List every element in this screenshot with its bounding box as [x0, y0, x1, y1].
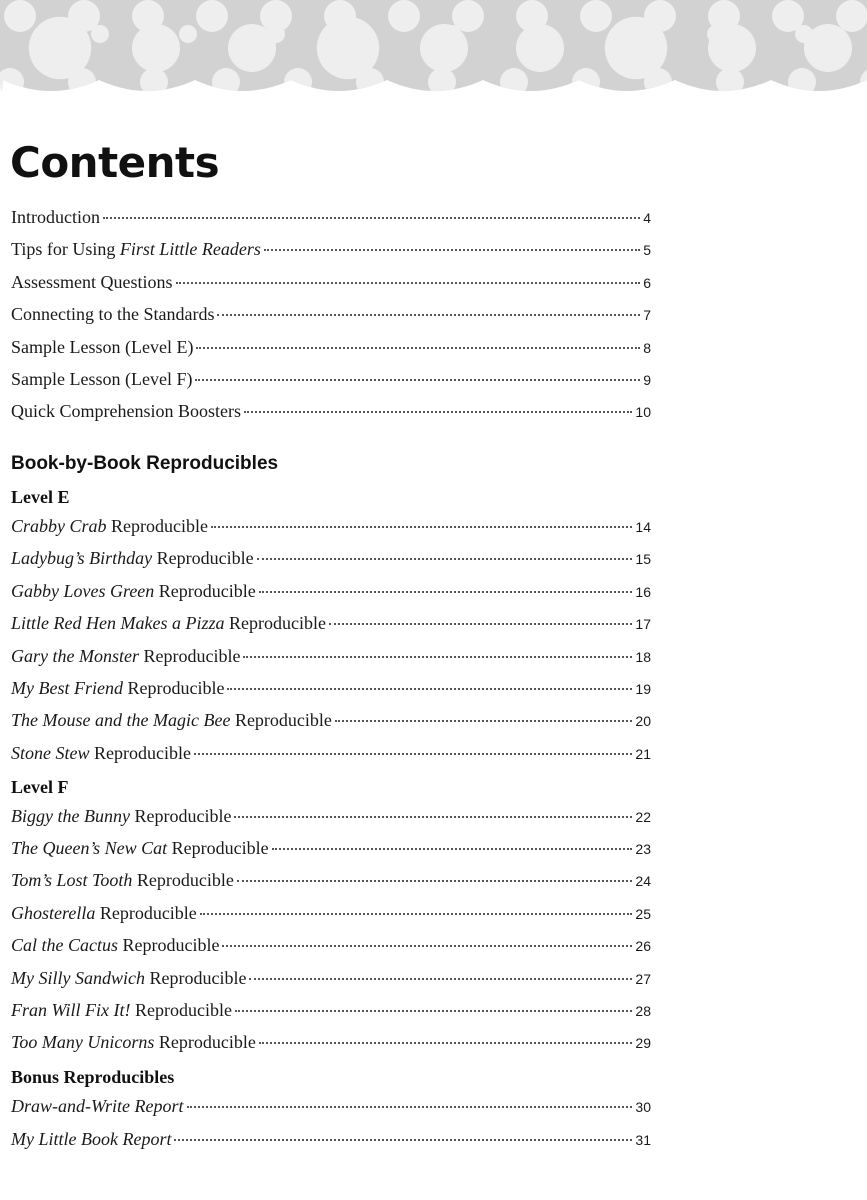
toc-page-number: 26 [635, 938, 651, 954]
banner-dot [443, 25, 461, 43]
dot-leader [234, 816, 632, 818]
dot-leader [195, 379, 640, 381]
dot-leader [243, 656, 632, 658]
book-title: Ghosterella [11, 903, 96, 923]
section-heading: Book-by-Book Reproducibles [11, 453, 279, 474]
toc-entry[interactable] [11, 743, 651, 764]
toc-entry[interactable] [11, 548, 651, 569]
banner-dot [355, 25, 373, 43]
book-title: Gabby Loves Green [11, 581, 155, 601]
toc-entry[interactable] [11, 304, 651, 325]
toc-page-number: 16 [635, 584, 651, 600]
toc-entry[interactable] [11, 1032, 651, 1053]
book-title: Stone Stew [11, 743, 90, 763]
banner-dot [531, 25, 549, 43]
toc-entry-label: Gabby Loves Green Reproducible [11, 581, 256, 601]
toc-entry-label: Ladybug’s Birthday Reproducible [11, 548, 254, 568]
toc-page-number: 23 [635, 841, 651, 857]
toc-entry[interactable] [11, 646, 651, 667]
toc-entry-label: Too Many Unicorns Reproducible [11, 1032, 256, 1052]
toc-entry-label: The Mouse and the Magic Bee Reproducible [11, 710, 332, 730]
toc-entry[interactable] [11, 337, 651, 358]
toc-entry-label: Stone Stew Reproducible [11, 743, 191, 763]
polka-dot-banner [0, 0, 867, 110]
toc-entry[interactable] [11, 870, 651, 891]
banner-dot [356, 68, 384, 96]
dot-leader [257, 558, 633, 560]
toc-page-number: 20 [635, 713, 651, 729]
toc-entry[interactable] [11, 806, 651, 827]
toc-page-number: 7 [643, 307, 651, 323]
level-e-heading: Level E [11, 487, 70, 507]
toc-entry-label: Sample Lesson (Level E) [11, 337, 194, 357]
toc-entry[interactable] [11, 903, 651, 924]
book-title: My Little Book Report [11, 1129, 172, 1149]
toc-entry[interactable] [11, 1129, 651, 1150]
dot-leader [200, 913, 633, 915]
dot-leader [335, 720, 633, 722]
toc-page-number: 18 [635, 649, 651, 665]
toc-page-number: 29 [635, 1035, 651, 1051]
book-title: Little Red Hen Makes a Pizza [11, 613, 225, 633]
book-title: Fran Will Fix It! [11, 1000, 131, 1020]
dot-leader [196, 347, 640, 349]
banner-dot [500, 68, 528, 96]
toc-entry-label: Cal the Cactus Reproducible [11, 935, 220, 955]
toc-entry-label: Tips for Using First Little Readers [11, 239, 261, 259]
toc-page-number: 21 [635, 746, 651, 762]
banner-dot [284, 68, 312, 96]
dot-leader [211, 526, 632, 528]
dot-leader [272, 848, 633, 850]
toc-entry[interactable] [11, 935, 651, 956]
banner-dot [388, 0, 420, 32]
dot-leader [227, 688, 632, 690]
toc-entry-label: Sample Lesson (Level F) [11, 369, 193, 389]
toc-page-number: 28 [635, 1003, 651, 1019]
toc-page-number: 9 [643, 372, 651, 388]
toc-entry[interactable] [11, 516, 651, 537]
banner-dot [619, 25, 637, 43]
toc-entry[interactable] [11, 207, 651, 228]
banner-dot [428, 68, 456, 96]
toc-page-number: 5 [643, 242, 651, 258]
banner-dot [132, 24, 180, 72]
toc-entry-label: Fran Will Fix It! Reproducible [11, 1000, 232, 1020]
dot-leader [244, 411, 632, 413]
banner-dot [91, 25, 109, 43]
toc-entry-label: Introduction [11, 207, 100, 227]
toc-entry-label: Crabby Crab Reproducible [11, 516, 208, 536]
banner-dot [644, 68, 672, 96]
dot-leader [103, 217, 640, 219]
dot-leader [237, 880, 633, 882]
book-title: Biggy the Bunny [11, 806, 130, 826]
banner-dot [140, 68, 168, 96]
toc-page-number: 24 [635, 873, 651, 889]
book-title: Gary the Monster [11, 646, 139, 666]
toc-entry[interactable] [11, 239, 651, 260]
toc-entry-label: Assessment Questions [11, 272, 173, 292]
toc-entry-label: Quick Comprehension Boosters [11, 401, 241, 421]
toc-page-number: 22 [635, 809, 651, 825]
toc-entry-label: Connecting to the Standards [11, 304, 215, 324]
toc-entry-label: Little Red Hen Makes a Pizza Reproducible [11, 613, 326, 633]
bonus-heading: Bonus Reproducibles [11, 1067, 175, 1087]
banner-dot [572, 68, 600, 96]
level-f-heading: Level F [11, 777, 69, 797]
book-series-title: First Little Readers [119, 239, 261, 259]
dot-leader [176, 282, 641, 284]
book-title: My Silly Sandwich [11, 968, 145, 988]
toc-entry[interactable] [11, 968, 651, 989]
toc-entry[interactable] [11, 272, 651, 293]
dot-leader [329, 623, 632, 625]
banner-dot [707, 25, 725, 43]
toc-page-number: 14 [635, 519, 651, 535]
toc-page-number: 15 [635, 551, 651, 567]
dot-leader [249, 978, 632, 980]
toc-entry[interactable] [11, 1000, 651, 1021]
banner-dot [795, 25, 813, 43]
book-title: My Best Friend [11, 678, 123, 698]
banner-dot [68, 68, 96, 96]
toc-entry[interactable] [11, 678, 651, 699]
toc-entry-label [11, 1096, 184, 1117]
toc-entry[interactable] [11, 838, 651, 859]
toc-page-number: 31 [635, 1132, 651, 1148]
banner-dot [4, 0, 36, 32]
dot-leader [259, 1042, 633, 1044]
toc-page-number: 4 [643, 210, 651, 226]
toc-entry-label: Tom’s Lost Tooth Reproducible [11, 870, 234, 890]
dot-leader [264, 249, 640, 251]
toc-entry-label: Ghosterella Reproducible [11, 903, 197, 923]
toc-page-number: 10 [635, 404, 651, 420]
book-title: The Queen’s New Cat [11, 838, 168, 858]
toc-page-number: 19 [635, 681, 651, 697]
toc-entry-label: The Queen’s New Cat Reproducible [11, 838, 269, 858]
toc-page-number: 27 [635, 971, 651, 987]
banner-dot [716, 68, 744, 96]
banner-dot [580, 0, 612, 32]
book-title: Tom’s Lost Tooth [11, 870, 133, 890]
toc-page-number: 17 [635, 616, 651, 632]
toc-entry[interactable] [11, 369, 651, 390]
banner-dot [267, 25, 285, 43]
banner-dot [836, 0, 867, 32]
toc-entry[interactable] [11, 613, 651, 634]
book-title: Crabby Crab [11, 516, 107, 536]
toc-entry-label: Biggy the Bunny Reproducible [11, 806, 232, 826]
dot-leader [194, 753, 632, 755]
book-title: Too Many Unicorns [11, 1032, 155, 1052]
dot-leader [217, 314, 640, 316]
toc-entry-label: Gary the Monster Reproducible [11, 646, 241, 666]
toc-page-number: 25 [635, 906, 651, 922]
banner-dot [196, 0, 228, 32]
toc-entry-label: My Silly Sandwich Reproducible [11, 968, 247, 988]
banner-dot [179, 25, 197, 43]
toc-entry[interactable] [11, 401, 651, 422]
toc-entry[interactable] [11, 710, 651, 731]
toc-entry[interactable] [11, 581, 651, 602]
book-title: Cal the Cactus [11, 935, 118, 955]
dot-leader [174, 1139, 632, 1141]
banner-dot [788, 68, 816, 96]
book-title: The Mouse and the Magic Bee [11, 710, 231, 730]
dot-leader [222, 945, 632, 947]
toc-page-number: 8 [643, 340, 651, 356]
dot-leader [235, 1010, 632, 1012]
book-title: Draw-and-Write Report [11, 1096, 184, 1116]
toc-page-number: 6 [643, 275, 651, 291]
banner-dot [212, 68, 240, 96]
toc-entry-label [11, 1129, 171, 1150]
toc-entry[interactable] [11, 1096, 651, 1117]
toc-entry-label: My Best Friend Reproducible [11, 678, 225, 698]
dot-leader [259, 591, 633, 593]
dot-leader [187, 1106, 633, 1108]
book-title: Ladybug’s Birthday [11, 548, 153, 568]
toc-page-number: 30 [635, 1099, 651, 1115]
page-title: Contents [10, 138, 220, 187]
